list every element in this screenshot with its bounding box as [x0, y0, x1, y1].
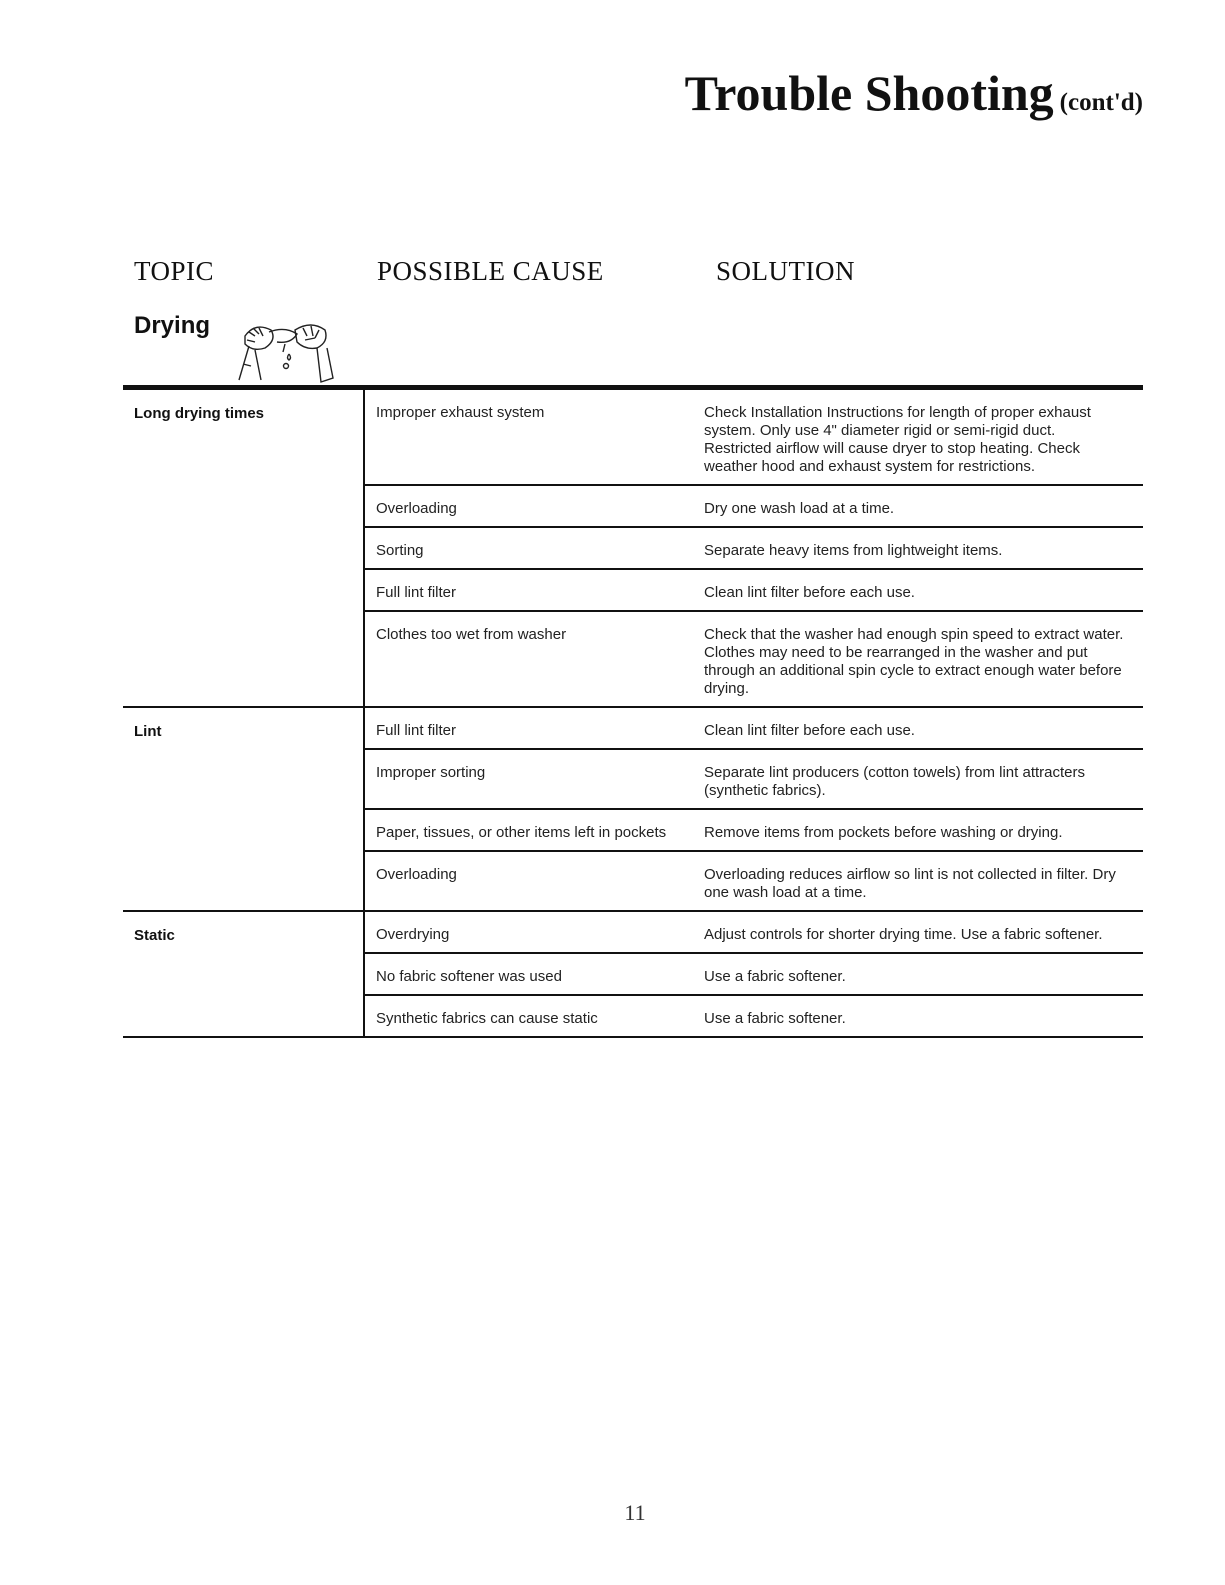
- page-title-suffix: (cont'd): [1059, 89, 1143, 116]
- solution-cell: Use a fabric softener.: [704, 968, 846, 985]
- table-row: [365, 390, 1143, 486]
- solution-cell: Separate heavy items from lightweight items.: [704, 542, 1003, 559]
- table-row: [365, 486, 1143, 528]
- column-header-cause: POSSIBLE CAUSE: [377, 256, 604, 286]
- table-row: [365, 708, 1143, 750]
- solution-cell: Dry one wash load at a time.: [704, 500, 895, 517]
- solution-cell: Overloading reduces airflow so lint is not collected in filter. Dry one wash load at a time.: [704, 866, 1116, 901]
- page-title: [684, 65, 1143, 121]
- table-row: [365, 954, 1143, 996]
- table-row: [365, 996, 1143, 1036]
- topic-label: Lint: [123, 708, 365, 910]
- cause-cell: Synthetic fabrics can cause static: [376, 1010, 598, 1027]
- cause-cell: Overloading: [376, 866, 457, 883]
- troubleshooting-table: [123, 385, 1143, 1038]
- solution-cell: Check that the washer had enough spin speed to extract water. Clothes may need to be rearranged in the washer and put through an additional spin cycle to extract enough water before drying.: [704, 626, 1124, 697]
- cause-cell: Overloading: [376, 500, 457, 517]
- solution-cell: Clean lint filter before each use.: [704, 584, 915, 601]
- cause-cell: Sorting: [376, 542, 424, 559]
- solution-cell: Check Installation Instructions for length of proper exhaust system. Only use 4" diameter rigid or semi-rigid duct. Restricted airflow will cause dryer to stop heating. Check weather hood and exhaust system for restrictions.: [704, 404, 1091, 475]
- table-row: [365, 528, 1143, 570]
- cause-cell: Improper exhaust system: [376, 404, 545, 421]
- solution-cell: Use a fabric softener.: [704, 1010, 846, 1027]
- table-row: [365, 810, 1143, 852]
- table-row: [365, 612, 1143, 706]
- cause-cell: Clothes too wet from washer: [376, 626, 567, 643]
- page-title-text: Trouble Shooting: [684, 65, 1054, 121]
- table-row: [365, 750, 1143, 810]
- page-number: 11: [624, 1500, 646, 1525]
- column-header-topic: TOPIC: [134, 256, 215, 286]
- topic-label: Long drying times: [123, 390, 365, 706]
- topic-group: [123, 390, 1143, 708]
- solution-cell: Adjust controls for shorter drying time. Use a fabric softener.: [704, 926, 1103, 943]
- cause-cell: Paper, tissues, or other items left in pockets: [376, 824, 667, 841]
- table-row: [365, 912, 1143, 954]
- table-row: [365, 852, 1143, 910]
- topic-label: Static: [123, 912, 365, 1036]
- cause-cell: Improper sorting: [376, 764, 486, 781]
- solution-cell: Separate lint producers (cotton towels) from lint attracters (synthetic fabrics).: [704, 764, 1085, 799]
- cause-cell: Full lint filter: [376, 584, 457, 601]
- table-row: [365, 570, 1143, 612]
- topic-group: [123, 708, 1143, 912]
- laundry-clothes-icon: [225, 318, 347, 389]
- cause-cell: Full lint filter: [376, 722, 457, 739]
- section-title: Drying: [134, 312, 211, 339]
- cause-cell: No fabric softener was used: [376, 968, 562, 985]
- topic-group: [123, 912, 1143, 1038]
- cause-cell: Overdrying: [376, 926, 450, 943]
- column-header-solution: SOLUTION: [716, 256, 855, 286]
- solution-cell: Remove items from pockets before washing or drying.: [704, 824, 1063, 841]
- solution-cell: Clean lint filter before each use.: [704, 722, 915, 739]
